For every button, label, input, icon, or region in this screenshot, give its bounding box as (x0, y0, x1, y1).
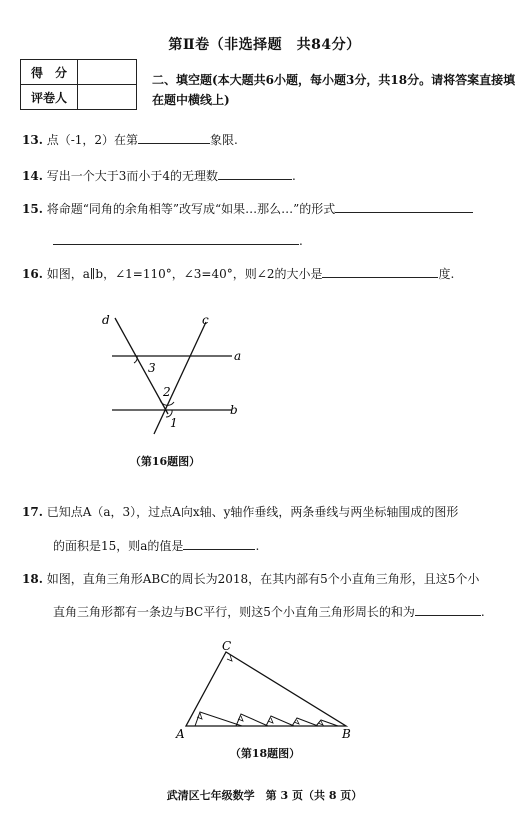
small-triangle-3 (266, 716, 294, 726)
label-b: b (230, 403, 238, 417)
question-number: 14. (22, 169, 43, 183)
question-number: 16. (22, 267, 43, 281)
question-text-end: . (255, 539, 260, 553)
line-d (115, 318, 168, 414)
question-text: 将命题“同角的余角相等”改写成“如果…那么…”的形式 (46, 202, 336, 216)
angle-3-arc (134, 356, 137, 363)
question-text-end: 象限. (210, 133, 238, 147)
answer-blank[interactable] (322, 265, 438, 278)
answer-blank[interactable] (183, 537, 255, 550)
label-C: C (222, 640, 232, 653)
question-text: 点（-1，2）在第 (46, 133, 139, 147)
question-17 (22, 503, 458, 520)
figure-16 (90, 310, 260, 440)
question-text-end: 度. (438, 267, 455, 281)
figure-18-caption: （第18题图） (229, 747, 301, 760)
figure-18 (170, 640, 360, 740)
label-angle-2: 2 (163, 385, 171, 399)
answer-blank[interactable] (335, 200, 473, 213)
line-c (154, 322, 206, 434)
question-15 (22, 200, 473, 217)
label-c: c (202, 313, 209, 327)
page-footer: 武清区七年级数学 第 3 页（共 8 页） (166, 789, 363, 802)
question-text: 已知点A（a，3），过点A向x轴、y轴作垂线，两条垂线与两坐标轴围成的图形 (46, 505, 459, 519)
answer-blank-line2[interactable] (53, 232, 299, 245)
question-number: 17. (22, 505, 43, 519)
score-label: 得 分 (21, 60, 78, 85)
label-A: A (176, 727, 185, 740)
question-text-end: . (292, 169, 296, 183)
question-text: 直角三角形都有一条边与BC平行，则这5个小直角三角形周长的和为 (53, 605, 415, 619)
answer-blank[interactable] (415, 603, 481, 616)
grader-label: 评卷人 (21, 85, 78, 110)
score-cell (78, 60, 137, 85)
grader-cell (78, 85, 137, 110)
question-text-end: . (480, 605, 485, 619)
question-number: 13. (22, 133, 43, 147)
small-triangle-4 (292, 718, 318, 726)
label-d: d (102, 313, 110, 327)
label-angle-1: 1 (170, 416, 178, 430)
question-13 (22, 131, 238, 148)
small-triangle-5 (316, 720, 338, 726)
question-14 (22, 167, 296, 184)
question-18-line2 (53, 603, 485, 620)
score-table (20, 59, 137, 110)
section-heading: 二、填空题(本大题共6小题，每小题3分，共18分。请将答案直接填在题中横线上) (152, 73, 516, 107)
section-title: 第Ⅱ卷（非选择题 共84分） (168, 37, 361, 53)
question-text: 写出一个大于3而小于4的无理数 (46, 169, 218, 183)
answer-blank[interactable] (218, 167, 292, 180)
answer-blank[interactable] (138, 131, 210, 144)
figure-16-caption: （第16题图） (129, 455, 201, 468)
label-B: B (342, 727, 351, 740)
question-text: 如图，直角三角形ABC的周长为2018，在其内部有5个小直角三角形，且这5个小 (46, 572, 480, 586)
label-a: a (234, 349, 242, 363)
question-text-end: . (299, 234, 303, 248)
question-number: 15. (22, 202, 43, 216)
question-17-line2 (53, 537, 259, 554)
question-text: 的面积是15，则a的值是 (53, 539, 184, 553)
question-text: 如图，a∥b，∠1=110°，∠3=40°，则∠2的大小是 (46, 267, 323, 281)
label-angle-3: 3 (148, 361, 156, 375)
question-16 (22, 265, 454, 282)
question-15-line2 (53, 232, 303, 248)
question-18 (22, 570, 479, 587)
question-number: 18. (22, 572, 43, 586)
